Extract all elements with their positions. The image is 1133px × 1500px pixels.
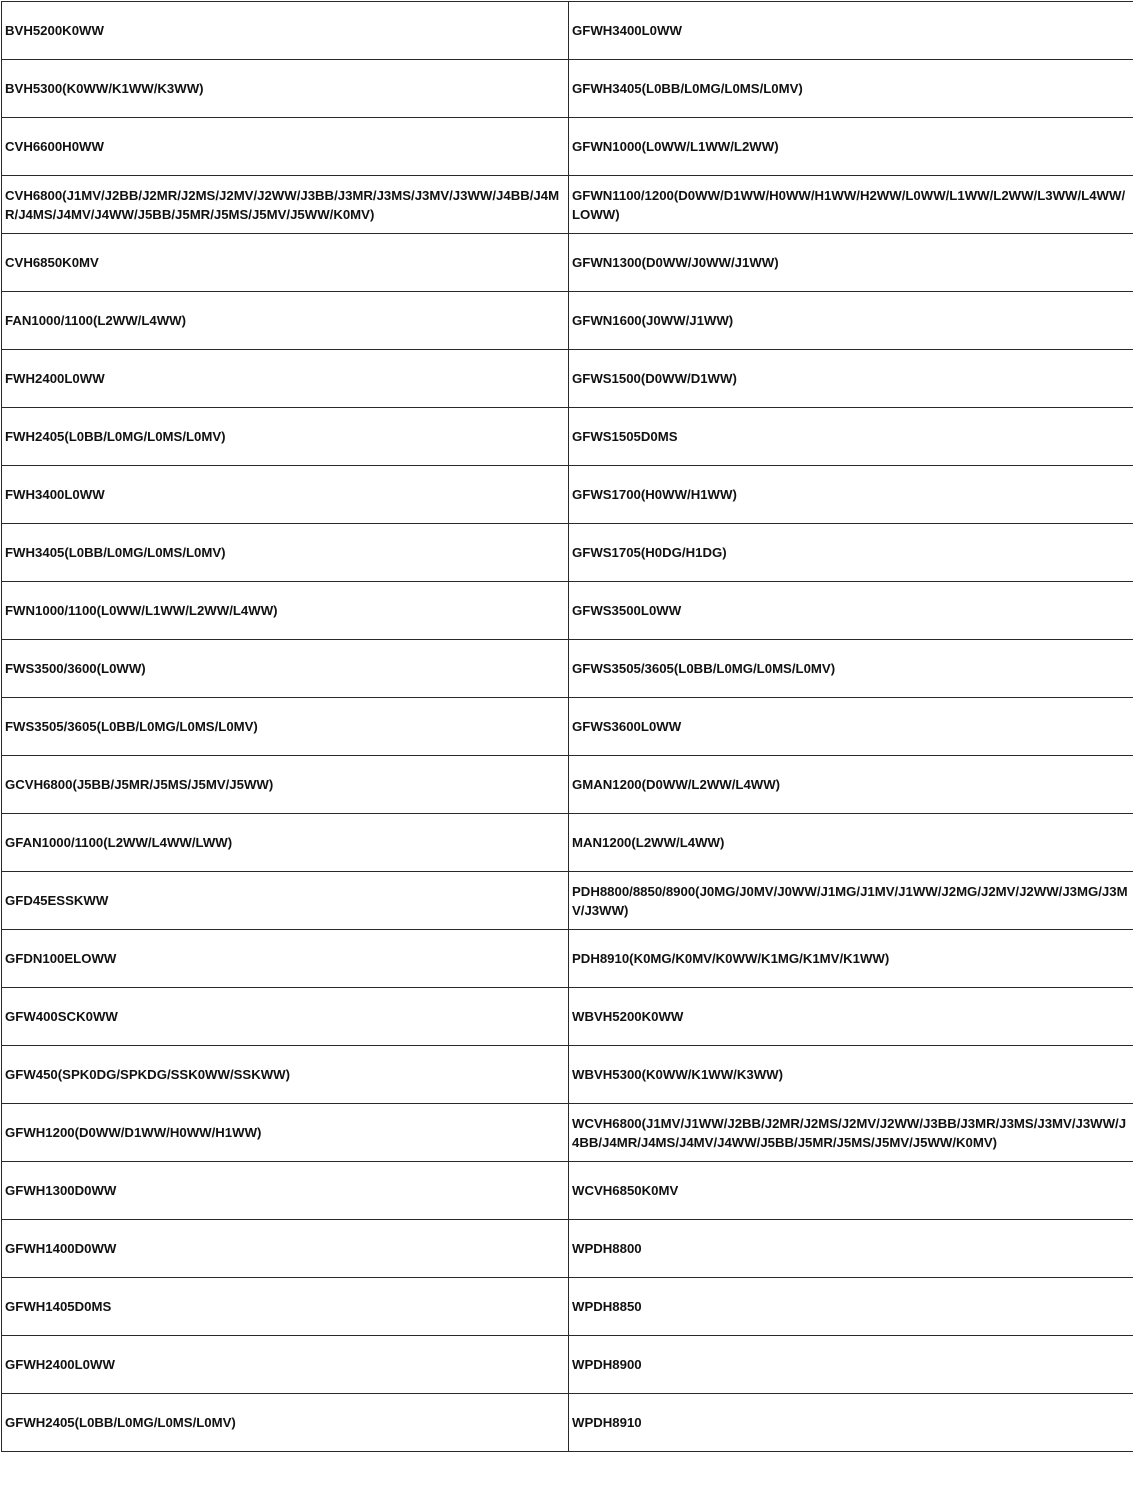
model-cell-right: WCVH6800(J1MV/J1WW/J2BB/J2MR/J2MS/J2MV/J2WW/J3BB/J3MR/J3MS/J3MV/J3WW/J4BB/J4MR/J4MS/J4MV/J4WW/J5BB/J5MR/J5MS/J5MV/J5WW/K0MV) xyxy=(569,1104,1133,1162)
model-cell-right: PDH8910(K0MG/K0MV/K0WW/K1MG/K1MV/K1WW) xyxy=(569,930,1133,988)
model-cell-right: WPDH8900 xyxy=(569,1336,1133,1394)
model-cell-left: GFW400SCK0WW xyxy=(2,988,569,1046)
table-row xyxy=(2,292,1133,350)
table-row xyxy=(2,756,1133,814)
model-cell-left: BVH5300(K0WW/K1WW/K3WW) xyxy=(2,60,569,118)
model-cell-right: WCVH6850K0MV xyxy=(569,1162,1133,1220)
model-cell-left: CVH6850K0MV xyxy=(2,234,569,292)
table-row xyxy=(2,1278,1133,1336)
model-cell-right: GFWN1300(D0WW/J0WW/J1WW) xyxy=(569,234,1133,292)
table-row xyxy=(2,698,1133,756)
model-cell-left: GCVH6800(J5BB/J5MR/J5MS/J5MV/J5WW) xyxy=(2,756,569,814)
model-cell-right: GFWS3500L0WW xyxy=(569,582,1133,640)
model-cell-left: GFWH1200(D0WW/D1WW/H0WW/H1WW) xyxy=(2,1104,569,1162)
model-cell-right: GFWS3600L0WW xyxy=(569,698,1133,756)
model-cell-left: CVH6600H0WW xyxy=(2,118,569,176)
model-cell-left: GFDN100ELOWW xyxy=(2,930,569,988)
table-row xyxy=(2,2,1133,60)
model-cell-left: FWH3405(L0BB/L0MG/L0MS/L0MV) xyxy=(2,524,569,582)
model-cell-left: GFWH2405(L0BB/L0MG/L0MS/L0MV) xyxy=(2,1394,569,1452)
table-row xyxy=(2,1104,1133,1162)
table-row xyxy=(2,234,1133,292)
model-cell-right: MAN1200(L2WW/L4WW) xyxy=(569,814,1133,872)
model-cell-right: WPDH8800 xyxy=(569,1220,1133,1278)
table-row xyxy=(2,1336,1133,1394)
model-cell-right: GFWH3400L0WW xyxy=(569,2,1133,60)
table-row xyxy=(2,1394,1133,1452)
table-row xyxy=(2,176,1133,234)
model-cell-right: GFWS3505/3605(L0BB/L0MG/L0MS/L0MV) xyxy=(569,640,1133,698)
model-cell-left: FWH2400L0WW xyxy=(2,350,569,408)
model-cell-left: FWH3400L0WW xyxy=(2,466,569,524)
model-compatibility-table xyxy=(1,1,1133,1452)
model-cell-right: WPDH8910 xyxy=(569,1394,1133,1452)
table-row xyxy=(2,640,1133,698)
model-cell-right: GMAN1200(D0WW/L2WW/L4WW) xyxy=(569,756,1133,814)
table-row xyxy=(2,524,1133,582)
model-cell-left: GFW450(SPK0DG/SPKDG/SSK0WW/SSKWW) xyxy=(2,1046,569,1104)
table-row xyxy=(2,872,1133,930)
model-cell-left: GFWH1300D0WW xyxy=(2,1162,569,1220)
model-cell-left: FAN1000/1100(L2WW/L4WW) xyxy=(2,292,569,350)
model-cell-left: GFWH2400L0WW xyxy=(2,1336,569,1394)
model-cell-right: WBVH5200K0WW xyxy=(569,988,1133,1046)
model-cell-right: GFWN1100/1200(D0WW/D1WW/H0WW/H1WW/H2WW/L0WW/L1WW/L2WW/L3WW/L4WW/LOWW) xyxy=(569,176,1133,234)
model-cell-left: GFWH1400D0WW xyxy=(2,1220,569,1278)
model-cell-left: GFAN1000/1100(L2WW/L4WW/LWW) xyxy=(2,814,569,872)
model-cell-left: GFD45ESSKWW xyxy=(2,872,569,930)
model-cell-left: FWN1000/1100(L0WW/L1WW/L2WW/L4WW) xyxy=(2,582,569,640)
model-cell-right: PDH8800/8850/8900(J0MG/J0MV/J0WW/J1MG/J1MV/J1WW/J2MG/J2MV/J2WW/J3MG/J3MV/J3WW) xyxy=(569,872,1133,930)
table-body xyxy=(2,2,1133,1452)
table-row xyxy=(2,1162,1133,1220)
model-cell-right: GFWS1505D0MS xyxy=(569,408,1133,466)
model-cell-right: GFWH3405(L0BB/L0MG/L0MS/L0MV) xyxy=(569,60,1133,118)
table-row xyxy=(2,814,1133,872)
model-cell-right: WBVH5300(K0WW/K1WW/K3WW) xyxy=(569,1046,1133,1104)
table-row xyxy=(2,930,1133,988)
table-row xyxy=(2,988,1133,1046)
table-row xyxy=(2,118,1133,176)
model-cell-left: FWS3505/3605(L0BB/L0MG/L0MS/L0MV) xyxy=(2,698,569,756)
model-cell-right: GFWN1600(J0WW/J1WW) xyxy=(569,292,1133,350)
model-cell-right: GFWN1000(L0WW/L1WW/L2WW) xyxy=(569,118,1133,176)
model-cell-left: GFWH1405D0MS xyxy=(2,1278,569,1336)
table-row xyxy=(2,1220,1133,1278)
table-row xyxy=(2,408,1133,466)
model-cell-left: BVH5200K0WW xyxy=(2,2,569,60)
table-row xyxy=(2,350,1133,408)
model-cell-right: WPDH8850 xyxy=(569,1278,1133,1336)
table-row xyxy=(2,1046,1133,1104)
table-row xyxy=(2,60,1133,118)
table-row xyxy=(2,582,1133,640)
table-row xyxy=(2,466,1133,524)
model-cell-right: GFWS1705(H0DG/H1DG) xyxy=(569,524,1133,582)
model-cell-left: FWS3500/3600(L0WW) xyxy=(2,640,569,698)
model-cell-left: CVH6800(J1MV/J2BB/J2MR/J2MS/J2MV/J2WW/J3BB/J3MR/J3MS/J3MV/J3WW/J4BB/J4MR/J4MS/J4MV/J4WW/J5BB/J5MR/J5MS/J5MV/J5WW/K0MV) xyxy=(2,176,569,234)
model-cell-right: GFWS1500(D0WW/D1WW) xyxy=(569,350,1133,408)
model-cell-left: FWH2405(L0BB/L0MG/L0MS/L0MV) xyxy=(2,408,569,466)
model-cell-right: GFWS1700(H0WW/H1WW) xyxy=(569,466,1133,524)
